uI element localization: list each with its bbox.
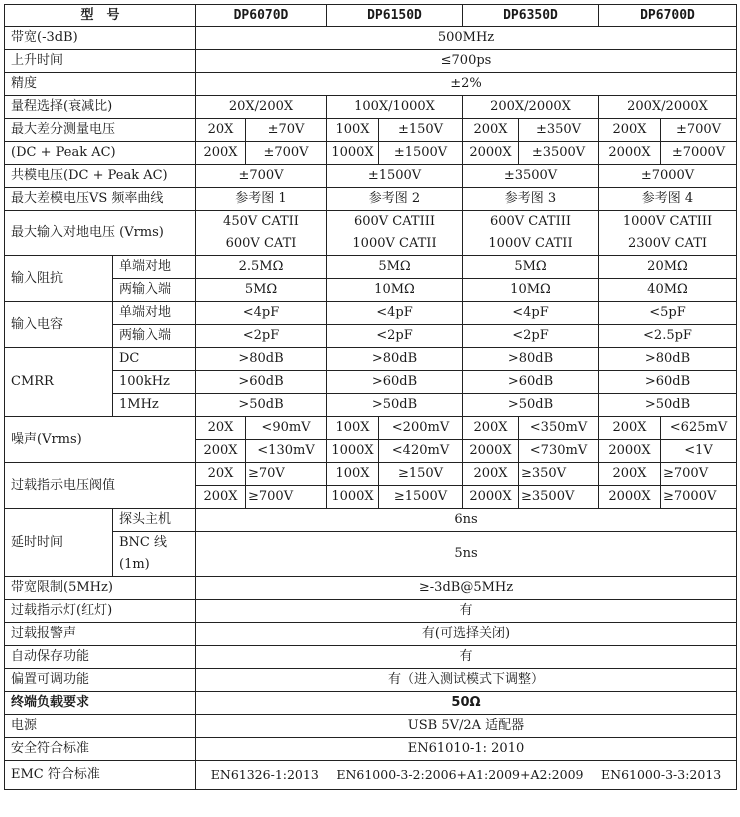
row-termination: [5, 692, 737, 715]
cell-value: >50dB: [463, 394, 599, 417]
cell-line: 600V CATIII: [353, 214, 436, 229]
row-label: 带宽(-3dB): [5, 27, 196, 50]
cell-range: 2000X: [599, 486, 661, 509]
cell-value: 20X/200X: [196, 96, 327, 119]
cell-range: 20X: [196, 463, 246, 486]
row-delay-2: [5, 532, 737, 577]
cell-value: ±7000V: [599, 165, 737, 188]
cell-value: 参考图 4: [599, 188, 737, 211]
cell-range: 2000X: [463, 142, 519, 165]
cell-line: 600V CATI: [225, 236, 297, 251]
row-label: 输入电容: [5, 302, 113, 348]
cell-value: ≥3500V: [519, 486, 599, 509]
cell-line: 1000V CATII: [488, 236, 573, 251]
cell-value: 200X/2000X: [599, 96, 737, 119]
row-rise-time: [5, 50, 737, 73]
row-auto-save: [5, 646, 737, 669]
emc-standards: [196, 765, 736, 785]
header-model-label: 型 号: [5, 5, 196, 27]
sub-label: 单端对地: [113, 302, 196, 325]
cell-value: >80dB: [463, 348, 599, 371]
cell-range: 2000X: [599, 440, 661, 463]
header-model-dp6150d: DP6150D: [327, 5, 463, 27]
cell-value: ≥150V: [379, 463, 463, 486]
row-cmrr-2: [5, 371, 737, 394]
row-noise-1: [5, 417, 737, 440]
cell-range: 200X: [599, 463, 661, 486]
row-value: 5ns: [196, 532, 737, 577]
row-overload-alarm: [5, 623, 737, 646]
cell-value: >60dB: [463, 371, 599, 394]
row-max-input-ground: [5, 211, 737, 256]
cell-line: 450V CATII: [223, 214, 299, 229]
cell-value: <420mV: [379, 440, 463, 463]
row-label: 终端负载要求: [5, 692, 196, 715]
sub-label: 两输入端: [113, 279, 196, 302]
row-value: 有(可选择关闭): [196, 623, 737, 646]
cell-value: >50dB: [327, 394, 463, 417]
sub-label: 1MHz: [113, 394, 196, 417]
cell-range: 200X: [463, 119, 519, 142]
row-label: EMC 符合标准: [5, 761, 196, 790]
row-value: ≤700ps: [196, 50, 737, 73]
cell-range: 2000X: [463, 486, 519, 509]
cell-range: 200X: [196, 142, 246, 165]
header-model-dp6070d: DP6070D: [196, 5, 327, 27]
row-label: 精度: [5, 73, 196, 96]
row-value: EN61010-1: 2010: [196, 738, 737, 761]
row-label: (DC + Peak AC): [5, 142, 196, 165]
sub-label-line: BNC 线: [119, 535, 168, 550]
cell-value: <730mV: [519, 440, 599, 463]
row-cmrr-1: [5, 348, 737, 371]
cell-value: 2.5MΩ: [196, 256, 327, 279]
row-label: 最大差分测量电压: [5, 119, 196, 142]
cell-value: 参考图 1: [196, 188, 327, 211]
row-bw-limit: [5, 577, 737, 600]
cell-value: <4pF: [463, 302, 599, 325]
row-label: 过载指示电压阀值: [5, 463, 196, 509]
row-value: 有（进入测试模式下调整）: [196, 669, 737, 692]
header-model-dp6700d: DP6700D: [599, 5, 737, 27]
cell-range: 200X: [463, 463, 519, 486]
sub-label: 100kHz: [113, 371, 196, 394]
cell-value: [196, 211, 327, 256]
sub-label-line: (1m): [119, 557, 150, 572]
header-row: [5, 5, 737, 27]
cell-line: 600V CATIII: [489, 214, 572, 229]
cell-value: >80dB: [196, 348, 327, 371]
row-value: USB 5V/2A 适配器: [196, 715, 737, 738]
spec-table: [4, 4, 737, 790]
row-offset-adjust: [5, 669, 737, 692]
cell-value: 100X/1000X: [327, 96, 463, 119]
sub-label: DC: [113, 348, 196, 371]
cell-value: 10MΩ: [327, 279, 463, 302]
row-label: 安全符合标准: [5, 738, 196, 761]
cell-value: 参考图 2: [327, 188, 463, 211]
cell-value: <90mV: [246, 417, 327, 440]
cell-value: ±150V: [379, 119, 463, 142]
emc-standard: EN61326-1:2013: [210, 767, 319, 782]
header-model-dp6350d: DP6350D: [463, 5, 599, 27]
row-common-mode: [5, 165, 737, 188]
row-diff-vs-freq: [5, 188, 737, 211]
cell-value: <130mV: [246, 440, 327, 463]
cell-range: 20X: [196, 417, 246, 440]
row-input-capacitance-2: [5, 325, 737, 348]
row-label: CMRR: [5, 348, 113, 417]
cell-value: ±70V: [246, 119, 327, 142]
cell-range: 200X: [196, 440, 246, 463]
cell-range: 1000X: [327, 486, 379, 509]
emc-standard: EN61000-3-3:2013: [601, 767, 722, 782]
row-input-impedance-2: [5, 279, 737, 302]
cell-value: >50dB: [196, 394, 327, 417]
cell-value: ±3500V: [463, 165, 599, 188]
row-value: [196, 761, 737, 790]
cell-value: >60dB: [599, 371, 737, 394]
cell-line: 2300V CATI: [627, 236, 708, 251]
cell-range: 200X: [196, 486, 246, 509]
cell-value: ±1500V: [327, 165, 463, 188]
cell-value: <1V: [661, 440, 737, 463]
cell-range: 200X: [599, 119, 661, 142]
row-value: 50Ω: [196, 692, 737, 715]
cell-value: ≥700V: [246, 486, 327, 509]
cell-value: <4pF: [196, 302, 327, 325]
cell-value: ±350V: [519, 119, 599, 142]
cell-line: 1000V CATII: [352, 236, 437, 251]
row-label: 过载报警声: [5, 623, 196, 646]
row-label: 带宽限制(5MHz): [5, 577, 196, 600]
cell-value: ≥7000V: [661, 486, 737, 509]
row-bandwidth: [5, 27, 737, 50]
cell-range: 100X: [327, 463, 379, 486]
row-power: [5, 715, 737, 738]
cell-range: 200X: [463, 417, 519, 440]
row-value: 500MHz: [196, 27, 737, 50]
row-value: 6ns: [196, 509, 737, 532]
sub-label: [113, 532, 196, 577]
cell-value: ≥350V: [519, 463, 599, 486]
cell-value: <625mV: [661, 417, 737, 440]
cell-value: ±700V: [661, 119, 737, 142]
emc-standard: EN61000-3-2:2006+A1:2009+A2:2009: [336, 767, 584, 782]
cell-value: <2pF: [463, 325, 599, 348]
row-label: 电源: [5, 715, 196, 738]
cell-range: 1000X: [327, 142, 379, 165]
cell-value: ±700V: [246, 142, 327, 165]
row-label: 量程选择(衰减比): [5, 96, 196, 119]
cell-value: 40MΩ: [599, 279, 737, 302]
row-label: 输入阻抗: [5, 256, 113, 302]
cell-value: >60dB: [327, 371, 463, 394]
cell-value: ±7000V: [661, 142, 737, 165]
cell-value: <200mV: [379, 417, 463, 440]
cell-value: 200X/2000X: [463, 96, 599, 119]
row-range: [5, 96, 737, 119]
cell-range: 20X: [196, 119, 246, 142]
row-accuracy: [5, 73, 737, 96]
cell-value: >80dB: [327, 348, 463, 371]
cell-value: [599, 211, 737, 256]
row-label: 自动保存功能: [5, 646, 196, 669]
cell-value: >60dB: [196, 371, 327, 394]
row-delay-1: [5, 509, 737, 532]
cell-value: <2.5pF: [599, 325, 737, 348]
cell-value: >80dB: [599, 348, 737, 371]
cell-range: 2000X: [463, 440, 519, 463]
cell-value: 5MΩ: [463, 256, 599, 279]
row-label: 延时时间: [5, 509, 113, 577]
cell-line: 1000V CATIII: [622, 214, 713, 229]
row-emc: [5, 761, 737, 790]
row-label: 共模电压(DC + Peak AC): [5, 165, 196, 188]
cell-value: >50dB: [599, 394, 737, 417]
cell-value: ≥1500V: [379, 486, 463, 509]
cell-value: ±3500V: [519, 142, 599, 165]
cell-value: <2pF: [196, 325, 327, 348]
row-overload-threshold-1: [5, 463, 737, 486]
row-label: 偏置可调功能: [5, 669, 196, 692]
cell-value: ±700V: [196, 165, 327, 188]
row-max-diff-voltage-1: [5, 119, 737, 142]
cell-value: 20MΩ: [599, 256, 737, 279]
sub-label: 单端对地: [113, 256, 196, 279]
cell-range: 200X: [599, 417, 661, 440]
row-safety: [5, 738, 737, 761]
cell-value: ±1500V: [379, 142, 463, 165]
cell-range: 100X: [327, 119, 379, 142]
cell-value: ≥70V: [246, 463, 327, 486]
row-input-impedance-1: [5, 256, 737, 279]
cell-value: <350mV: [519, 417, 599, 440]
sub-label: 探头主机: [113, 509, 196, 532]
sub-label: 两输入端: [113, 325, 196, 348]
cell-value: 5MΩ: [327, 256, 463, 279]
row-label: 最大差模电压VS 频率曲线: [5, 188, 196, 211]
row-label: 最大输入对地电压 (Vrms): [5, 211, 196, 256]
cell-value: <2pF: [327, 325, 463, 348]
cell-value: ≥700V: [661, 463, 737, 486]
row-value: 有: [196, 600, 737, 623]
cell-range: 100X: [327, 417, 379, 440]
row-label: 噪声(Vrms): [5, 417, 196, 463]
cell-value: 10MΩ: [463, 279, 599, 302]
row-max-diff-voltage-2: [5, 142, 737, 165]
row-value: ±2%: [196, 73, 737, 96]
cell-value: [463, 211, 599, 256]
row-cmrr-3: [5, 394, 737, 417]
cell-value: <4pF: [327, 302, 463, 325]
row-label: 上升时间: [5, 50, 196, 73]
cell-value: 5MΩ: [196, 279, 327, 302]
row-label: 过载指示灯(红灯): [5, 600, 196, 623]
row-input-capacitance-1: [5, 302, 737, 325]
cell-range: 1000X: [327, 440, 379, 463]
row-value: 有: [196, 646, 737, 669]
row-value: ≥-3dB@5MHz: [196, 577, 737, 600]
cell-range: 2000X: [599, 142, 661, 165]
row-overload-led: [5, 600, 737, 623]
cell-value: 参考图 3: [463, 188, 599, 211]
cell-value: [327, 211, 463, 256]
cell-value: <5pF: [599, 302, 737, 325]
